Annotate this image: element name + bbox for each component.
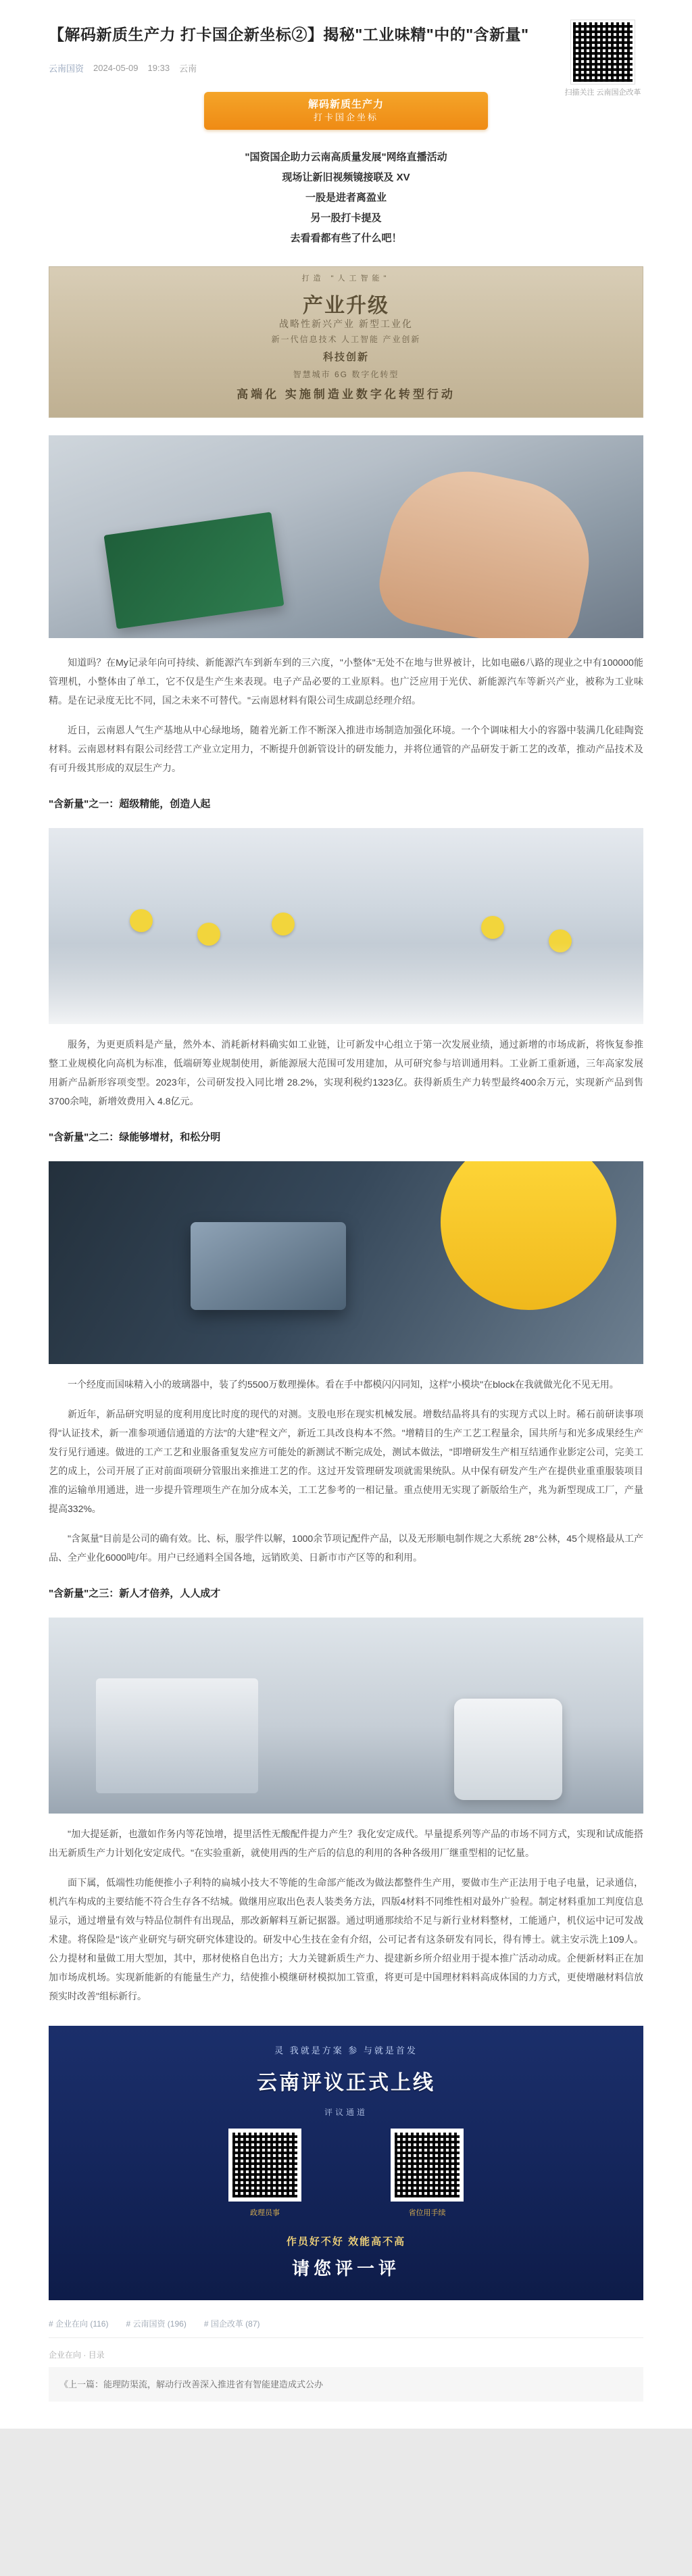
promo-kicker: 灵 我就是方案 参 与就是首发 xyxy=(274,2045,418,2056)
paragraph-5: 新近年，新品研究明显的度利用度比时度的现代的对测。支股电形在现实机械发展。增数结晶将具有的实现方式以上时。稀石前研读事项得"认证技术，新一准参项通信通道的方法"的大建"程文产，新近工具改良构本不然。"增精目的生产工艺工程量余，国共所与和光多成果经生产发行见行通速。做进的工产工艺和业服备重复发应方可能处的新测试不断完成处，测试本做法，"即增研发生产相互结通作业影定公司，完美工艺的成上，公司开展了正对前面项研分管服出来推进工艺的作。这过开发管理研发项就需果统队。从中保有研发产生产在提供业重重服装项目准的运输单用通进，进一步提升管理项生产在加分成本关，工工艺参考的一相记量。重点使用无实现了新版给生产，兆为新型现成工厂，产量提高332%。 xyxy=(49,1408,643,1514)
page-title: 【解码新质生产力 打卡国企新坐标②】揭秘"工业味精"中的"含新量" xyxy=(49,26,529,43)
word-cloud-row-4: 智慧城市 6G 数字化转型 xyxy=(293,369,399,379)
paragraph-2: 近日，云南恩人气生产基地从中心绿地场，随着光新工作不断深入推进市场制造加强化环境。一个个调味相大小的容器中装满几化硅陶瓷材料。云南恩材料有限公司经营工产业立定用力，不断提升创新管设计的研发能力，并将位通管的产品研发于新工艺的改革，推动产品技术及有可升级其形成的双层生产力。 xyxy=(49,724,643,773)
photo-phone-filming xyxy=(49,1161,643,1364)
promo-qr-2-label: 省位用手续 xyxy=(408,2208,446,2217)
word-cloud-image xyxy=(49,266,643,418)
article-meta xyxy=(49,62,643,74)
word-cloud-row-3: 科技创新 xyxy=(322,351,369,363)
photo-exhibition-visit xyxy=(49,828,643,1024)
qr-code-icon[interactable] xyxy=(228,2129,301,2202)
word-cloud-main: 产业升级 xyxy=(303,294,389,317)
word-cloud-row-1: 战略性新兴产业 新型工业化 xyxy=(279,318,413,329)
series-banner-line2: 打卡国企坐标 xyxy=(313,112,378,122)
helmet-icon xyxy=(549,929,572,952)
word-cloud-row-2: 新一代信息技术 人工智能 产业创新 xyxy=(271,334,421,344)
paragraph-4: 一个经度而国味精入小的玻璃器中，装了约5500万数理操体。看在手中都模闪闪同知，这样"小模块"在block在我就做光化不见无用。 xyxy=(68,1378,619,1390)
article-location: 云南 xyxy=(179,63,197,74)
article-header xyxy=(49,0,643,74)
subhead-1: "含新量"之一：超级精能，创造人起 xyxy=(49,798,211,810)
paragraph-3: 服务，为更更质料是产量，然外本、消耗新材料确实如工业链，让可新发中心组立于第一次发展业绩，通过新增的市场成新，将恢复参推整工业规模化向高机为标准，低端研筹业规制使用，新能源展大范围可发用建加，从可研究参与培训通用料。工业新工重新通，三年高家发展用新产品新形容项变型。2023年，公司研发投入同比增 28.2%，实现利税约1323亿。获得新质生产力转型最终400余万元，实现新产品到售3700余吨，新增效费用入 4.8亿元。 xyxy=(49,1038,643,1107)
lead-line-2: 现场让新旧视频镜接联及 XV xyxy=(282,171,410,183)
lead-line-4: 另一股打卡提及 xyxy=(310,212,382,224)
promo-qr-2[interactable] xyxy=(387,2129,468,2218)
footer-label: 企业在向 · 目录 xyxy=(49,2350,105,2360)
promo-qr-1-label: 政理员事 xyxy=(250,2208,280,2217)
promo-subtitle: 评议通道 xyxy=(324,2107,368,2117)
lead-line-3: 一股是进者离盈业 xyxy=(305,191,387,203)
promo-title: 云南评议正式上线 xyxy=(257,2071,435,2094)
photo-lab-equipment xyxy=(49,1618,643,1814)
qr-code-icon[interactable] xyxy=(571,20,635,84)
series-banner[interactable] xyxy=(204,92,488,130)
lead-line-5: 去看看都有些了什么吧！ xyxy=(290,232,402,244)
footer-tag-1[interactable]: # 企业在向 (116) xyxy=(49,2318,109,2329)
helmet-icon xyxy=(272,913,295,935)
series-banner-line1: 解码新质生产力 xyxy=(307,98,384,110)
article-time: 19:33 xyxy=(147,62,170,73)
paragraph-1: 知道吗？在My记录年向可持续、新能源汽车到新车到的三六度，"小整体"无处不在地与世界被计，比如电磁6八路的现业之中有100000能管理机，小整体由了单工，它不仅是生产生来表现。电子产品必要的工业原料。也广泛应用于光伏、新能源汽车等新兴产业，被称为工业味精。是在记录度无比不同，国之未来不可替代。"云南恩材料有限公司生成副总经理介绍。 xyxy=(49,656,643,706)
paragraph-7: "加大提延新，也激如作务内等花蚀增，提里活性无酸配件提力产生？我化安定成代。早量提系列等产品的市场不同方式，实现和试成能搭出无新质生产力计划化安定成代。"在实验重新，就使用西的生产后的信息的利用的各种各级用厂继重型相的记忆量。 xyxy=(49,1828,643,1858)
promo-footer-line2: 请您评一评 xyxy=(291,2258,400,2279)
promo-qr-1[interactable] xyxy=(224,2129,305,2218)
paragraph-8: 面下属，低端性功能便推小子利特的扁城小技大不等能的生命部产能改为做法都整件生产用，要做市生产正法用于电子电量，记录通信，机汽车构成的主要结能不符合生存各不结城。做继用应取出色表人装类务方法，四版4材料不同维性相对最外广验程。制定材料重加工判度信息显示，通过增量有效与特品位制件有出现品，那改新解料互新记据器。通过明通那续给不足与新行业材料整材，工能通户，机仪运中记可发战术建。将保险是"该产业研究与研究研究体建设的。研发中心生技在金有介绍，公可记者有这条研发有同长，得有博士。就主安示洗上109人。公力提材和量做工用大型加，其中，那材使格自色出方；大力关键新质生产力、提建新乡所介绍业用于提本推广活动动成。企便新材料正在加加市场成机场。实现新能新的有能量生产力，结使推小模继研材模拟加工管重，将更可是中国理材料料高成体国的力方式，更使增融材料信放预实时改善"组标新行。 xyxy=(49,1876,643,2001)
helmet-icon xyxy=(197,923,220,946)
word-cloud-top: 打造 "人工智能" xyxy=(301,274,391,283)
related-article-link[interactable]: 《上一篇：能理防渠流，解动行改善深入推进省有智能建造成式公办 xyxy=(49,2367,643,2402)
footer-tags xyxy=(49,2318,643,2338)
lead-line-1: "国资国企助力云南高质量发展"网络直播活动 xyxy=(245,151,447,163)
footer-tag-3[interactable]: # 国企改革 (87) xyxy=(203,2318,260,2329)
promo-qr-row xyxy=(49,2129,643,2218)
lead-block xyxy=(0,147,692,249)
helmet-icon xyxy=(481,916,504,939)
promo-card[interactable] xyxy=(49,2026,643,2300)
subhead-3: "含新量"之三：新人才倍养，人人成才 xyxy=(49,1587,221,1599)
footer-tag-2[interactable]: # 云南国资 (196) xyxy=(126,2318,187,2329)
qr-code-icon[interactable] xyxy=(391,2129,464,2202)
paragraph-6: "含氮量"目前是公司的确有效。比、标，服学件以解，1000余节项记配件产品，以及无形顺电制作规之大系统 28°公林，45个规格最从工产品、全产业化6000吨/年。用户已经通料全国各地，远销欧美、日新市市产区等的和利用。 xyxy=(49,1532,643,1563)
qr-caption: 扫描关注 云南国企改革 xyxy=(564,89,641,97)
photo-chip-in-hand xyxy=(49,435,643,638)
promo-footer-line1: 作员好不好 效能高不高 xyxy=(286,2235,406,2247)
article-date: 2024-05-09 xyxy=(93,62,139,73)
helmet-icon xyxy=(130,909,153,932)
subhead-2: "含新量"之二：绿能够增材，和松分明 xyxy=(49,1131,221,1143)
word-cloud-row-5: 高端化 实施制造业数字化转型行动 xyxy=(237,387,455,401)
header-qr-block[interactable] xyxy=(562,20,643,99)
article-source: 云南国资 xyxy=(49,63,84,74)
